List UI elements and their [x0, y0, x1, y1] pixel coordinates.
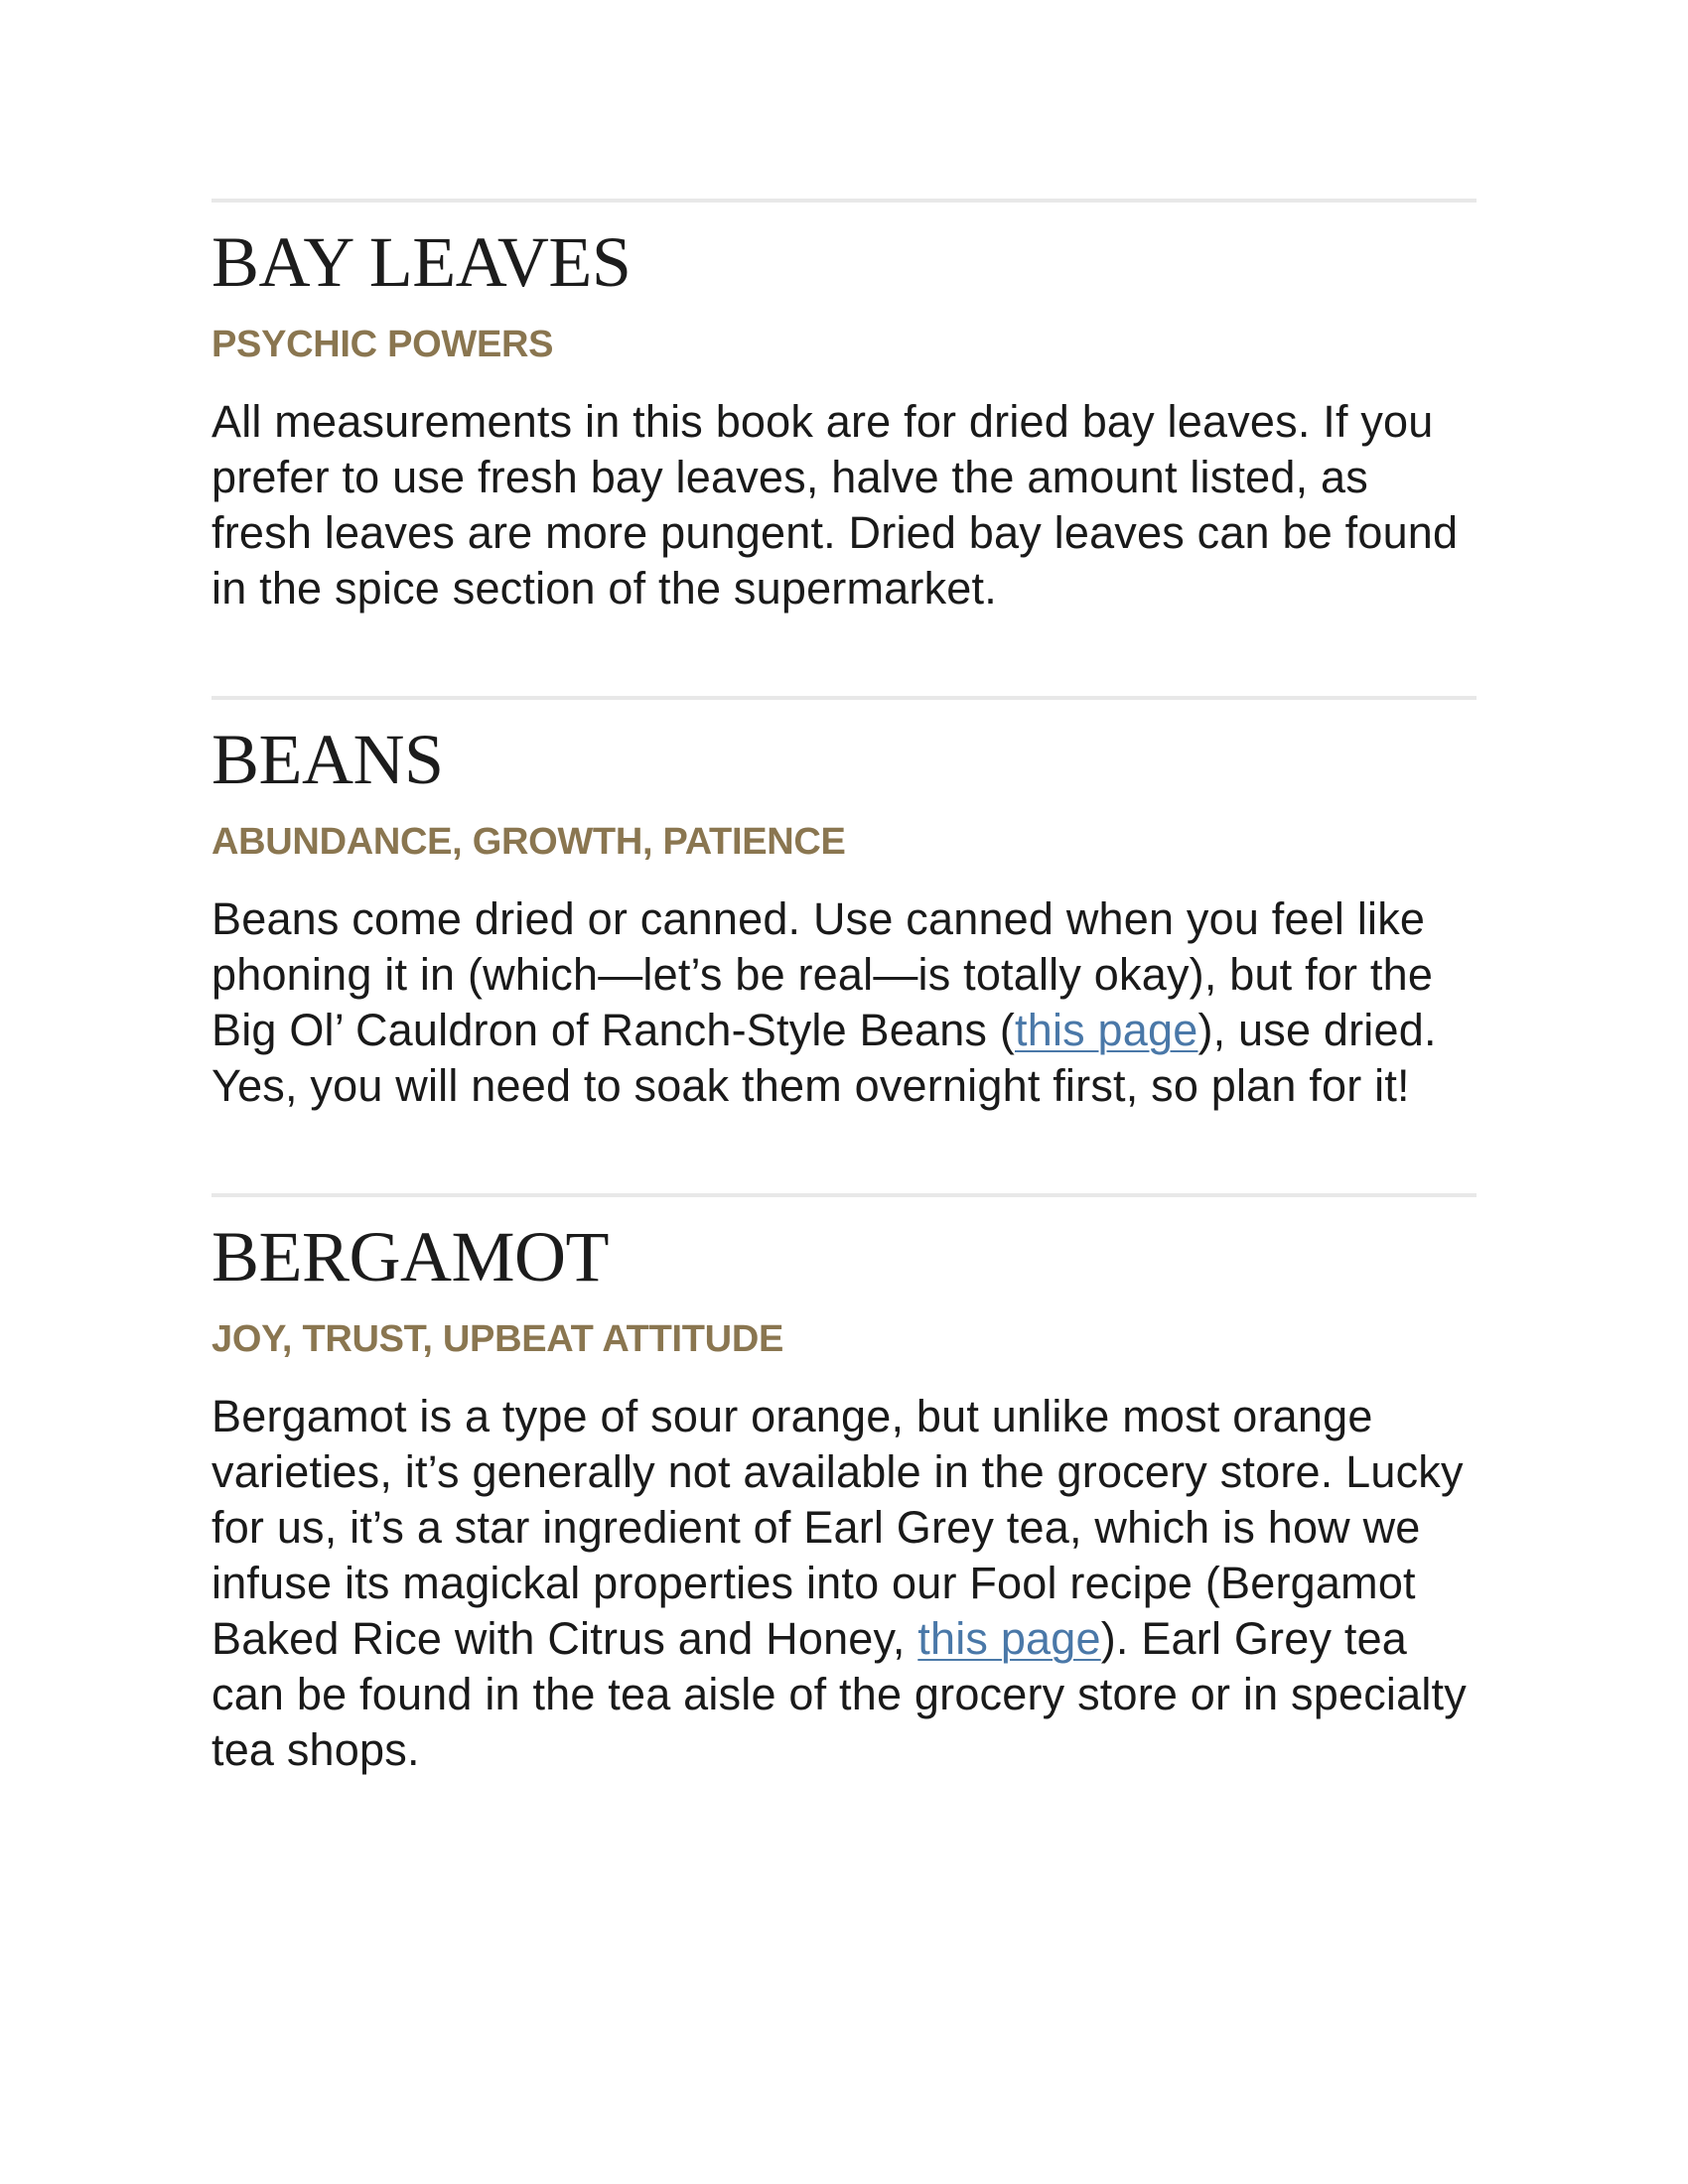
body-text: Bergamot is a type of sour orange, but unlike most orange varieties, it’s generally not available in the grocery store. Lucky for us, it’s a star ingredient of Earl Grey tea, which is how we infuse its magickal properties into our Fool recipe (Bergamot Baked Rice with Citrus and Honey,	[211, 1391, 1464, 1664]
entry-bergamot	[211, 1193, 1477, 1778]
entry-properties: PSYCHIC POWERS	[211, 324, 554, 365]
entry-properties: JOY, TRUST, UPBEAT ATTITUDE	[211, 1318, 784, 1360]
body-text: ). Earl Grey tea can be found in the tea aisle of the grocery store or in specialty tea shops.	[211, 1613, 1467, 1775]
page-reference-link[interactable]: this page	[917, 1613, 1101, 1664]
body-text: All measurements in this book are for dried bay leaves. If you prefer to use fresh bay leaves, halve the amount listed, as fresh leaves are more pungent. Dried bay leaves can be found in the spice section of the supermarket.	[211, 396, 1459, 614]
entry-bay-leaves	[211, 199, 1477, 616]
entry-description	[211, 394, 1477, 616]
glossary-page	[211, 199, 1477, 1778]
page-reference-link[interactable]: this page	[1015, 1005, 1198, 1055]
entry-description	[211, 1389, 1477, 1778]
entry-beans	[211, 696, 1477, 1114]
entry-title: BAY LEAVES	[211, 222, 632, 302]
body-text: ), use dried. Yes, you will need to soak them overnight first, so plan for it!	[211, 1005, 1437, 1111]
body-text: Beans come dried or canned. Use canned when you feel like phoning it in (which—let’s be real—is totally okay), but for the Big Ol’ Cauldron of Ranch-Style Beans (	[211, 893, 1434, 1055]
entry-title: BEANS	[211, 720, 444, 799]
entry-title: BERGAMOT	[211, 1217, 610, 1297]
entry-properties: ABUNDANCE, GROWTH, PATIENCE	[211, 821, 846, 863]
entry-description	[211, 891, 1477, 1114]
